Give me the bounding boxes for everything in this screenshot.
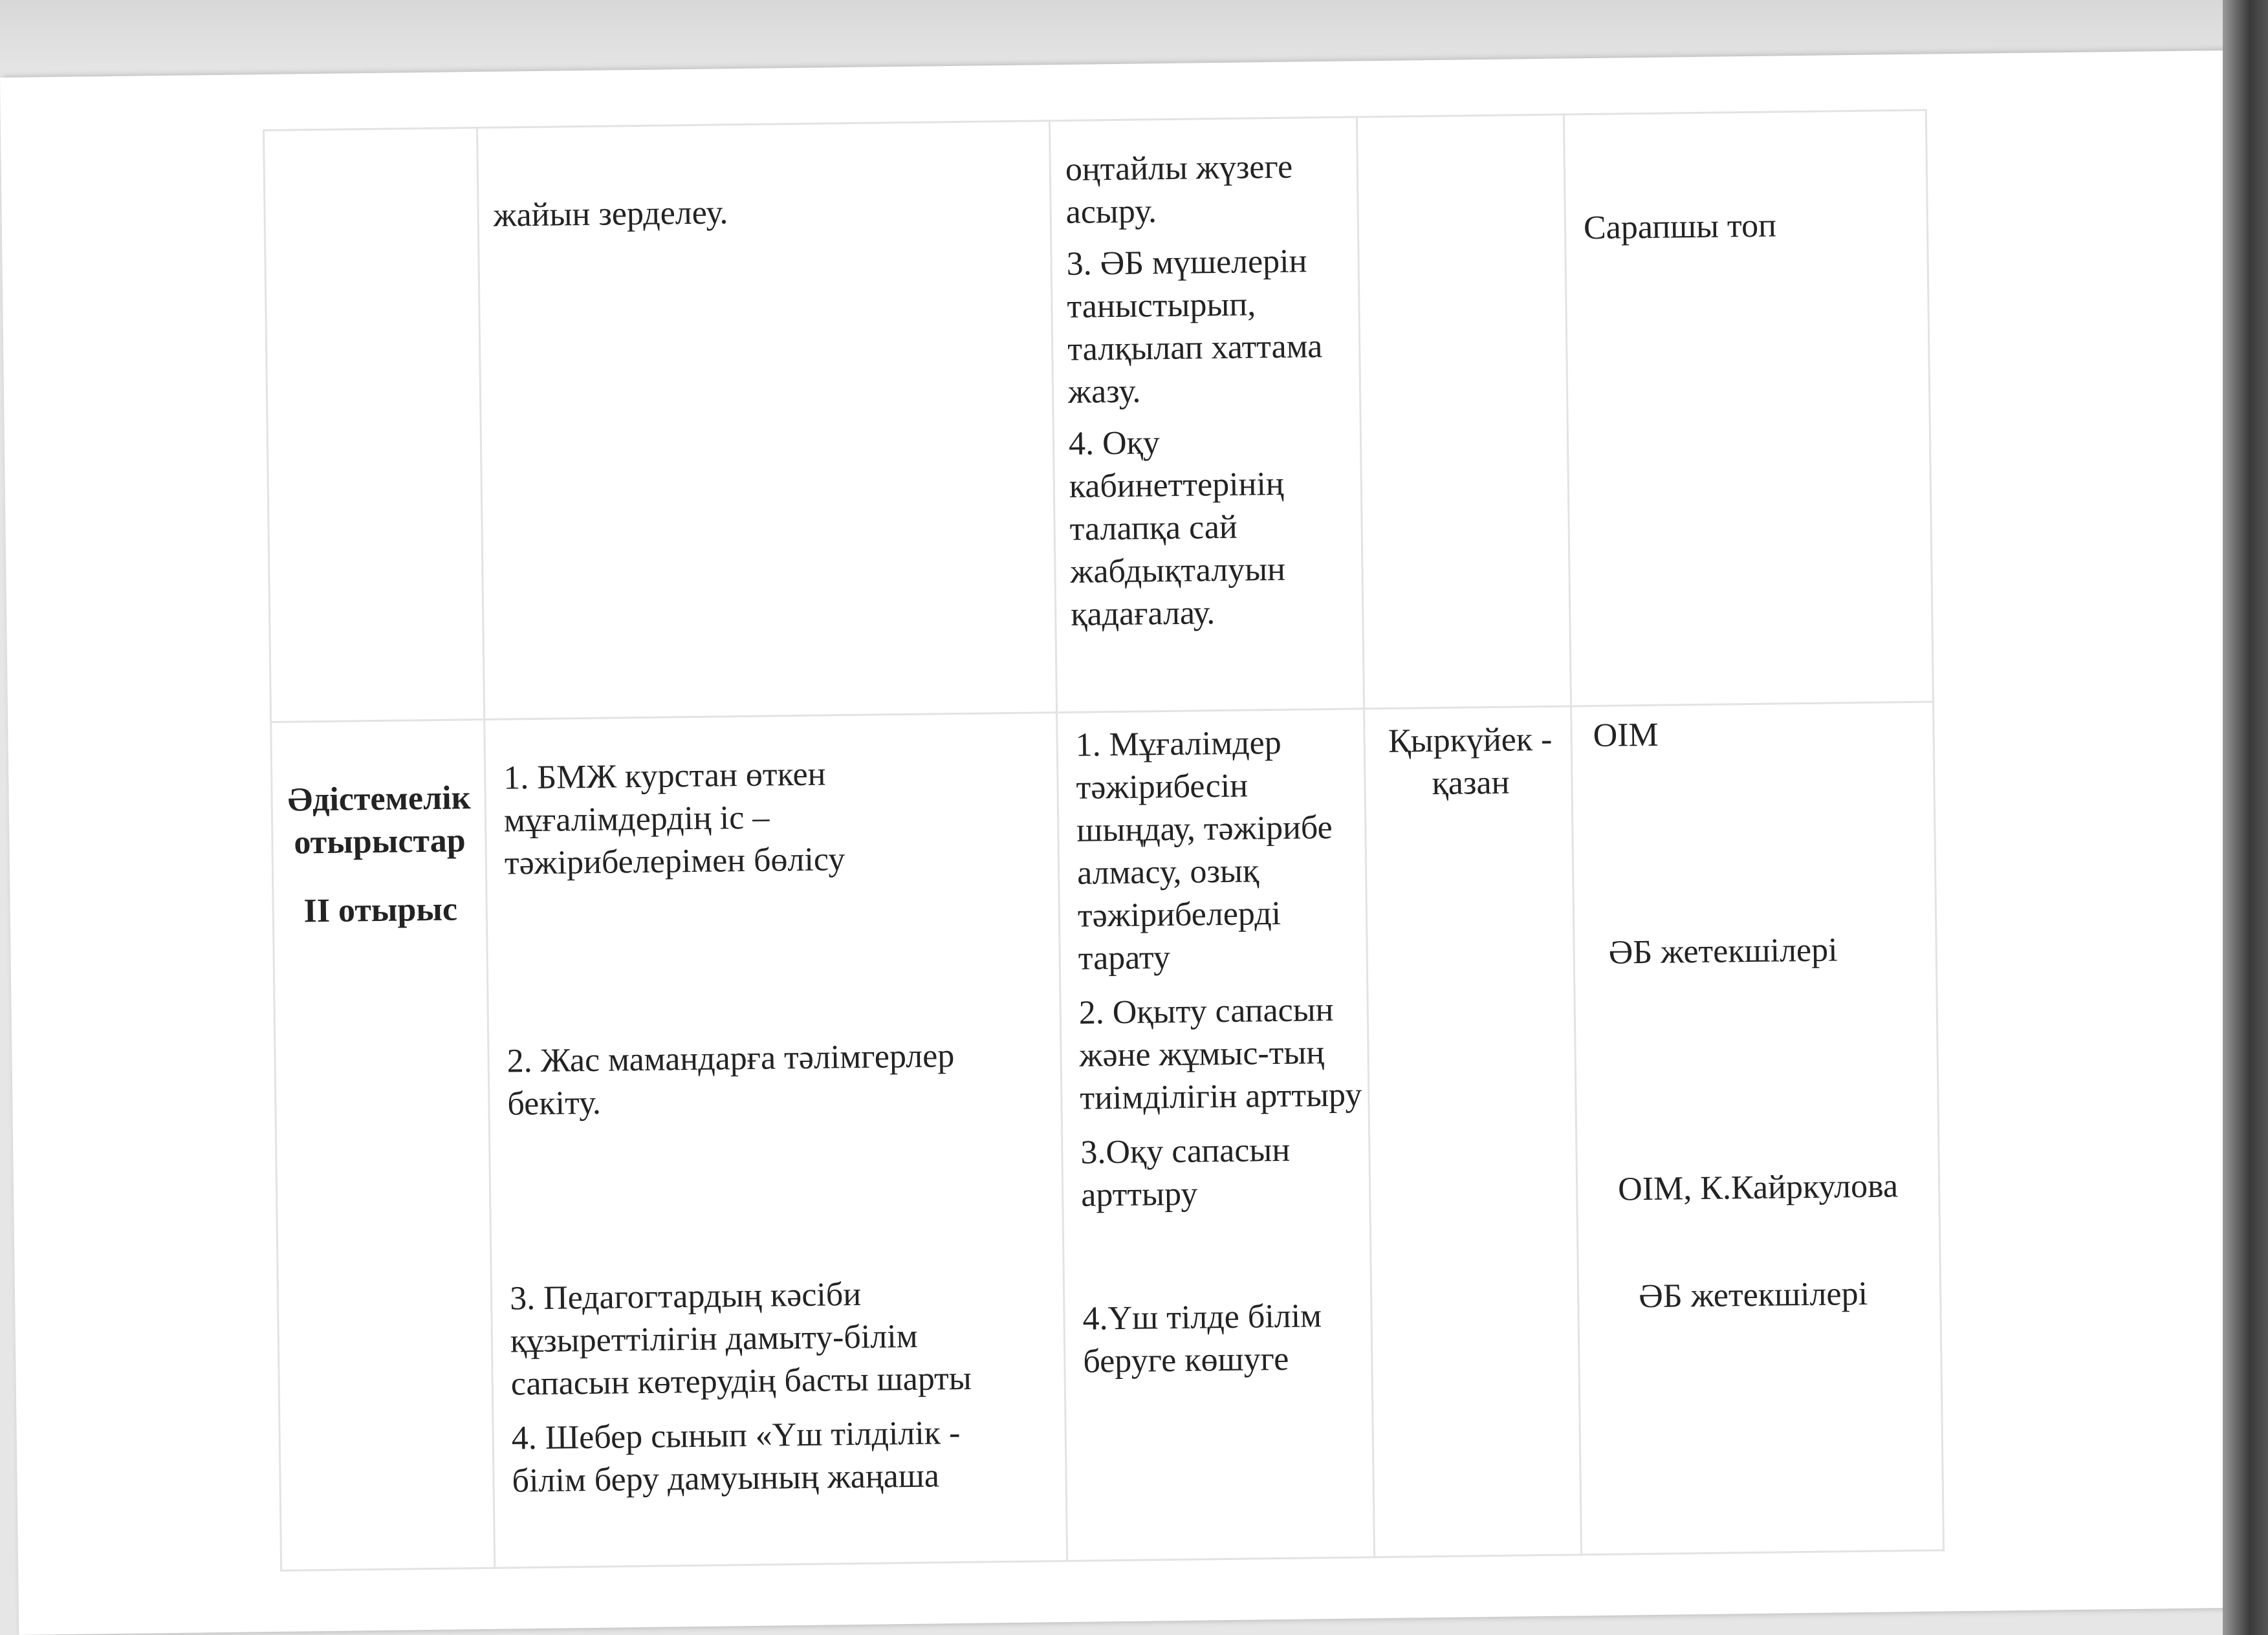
row1-responsible-cell <box>1584 203 1921 259</box>
row2-events-cell <box>503 750 1059 1511</box>
responsible-text: Сарапшы топ <box>1583 207 1777 247</box>
responsible-text: ОІМ <box>1593 716 1659 754</box>
document-page <box>0 50 2244 1635</box>
row1-goals-cell <box>1065 146 1355 645</box>
table-border-bottom <box>280 1549 1943 1571</box>
category-subtitle: II отырыс <box>303 891 458 930</box>
event-text: 3. Педагогтардың кәсіби құзыреттілігін дамыту-білім сапасын көтерудің басты шарты <box>509 1275 972 1403</box>
scan-page-edge <box>2223 0 2268 1635</box>
row2-category-cell <box>277 777 483 942</box>
row2-dates-cell <box>1376 719 1565 816</box>
table-border-top <box>263 109 1925 131</box>
event-text: 1. БМЖ курстан өткен мұғалімдердің іс – тәжірибелерімен бөлісу <box>503 755 845 882</box>
goal-text: 2. Оқыту сапасын және жұмыс-тың тиімділігін арттыру <box>1078 991 1362 1117</box>
event-text: 2. Жас мамандарға тәлімгерлер бекіту. <box>507 1037 955 1123</box>
column-divider <box>1563 113 1582 1555</box>
row2-responsible-cell <box>1593 711 1937 1328</box>
goal-text: 4.Үш тілде білім беруге көшуге <box>1082 1297 1322 1380</box>
plan-table <box>263 109 1943 1572</box>
event-text: 4. Шебер сынып «Үш тілділік - білім беру дамуының жаңаша <box>511 1414 961 1500</box>
date-text: Қыркүйек - қазан <box>1388 720 1553 803</box>
goal-text: 3. ӘБ мүшелерін таныстырып, талқылап хаттама жазу. <box>1066 243 1323 411</box>
row1-events-cell <box>493 188 1037 246</box>
category-title: Әдістемелік отырыстар <box>287 779 471 861</box>
goal-text: оңтайлы жүзеге асыру. <box>1065 148 1293 231</box>
row2-goals-cell <box>1075 720 1368 1392</box>
goal-text: 4. Оқу кабинеттерінің талапқа сай жабдықталуын қадағалау. <box>1068 424 1286 633</box>
responsible-text: ӘБ жетекшілері <box>1638 1275 1868 1316</box>
goal-text: 1. Мұғалімдер тәжірибесін шыңдау, тәжірибе алмасу, озық тәжірибелерді тарату <box>1075 724 1333 977</box>
goal-text: 3.Оқу сапасын арттыру <box>1080 1131 1291 1214</box>
event-text: жайын зерделеу. <box>493 194 728 234</box>
responsible-text: ӘБ жетекшілері <box>1608 931 1838 971</box>
responsible-text: ОІМ, К.Кайркулова <box>1617 1167 1899 1208</box>
